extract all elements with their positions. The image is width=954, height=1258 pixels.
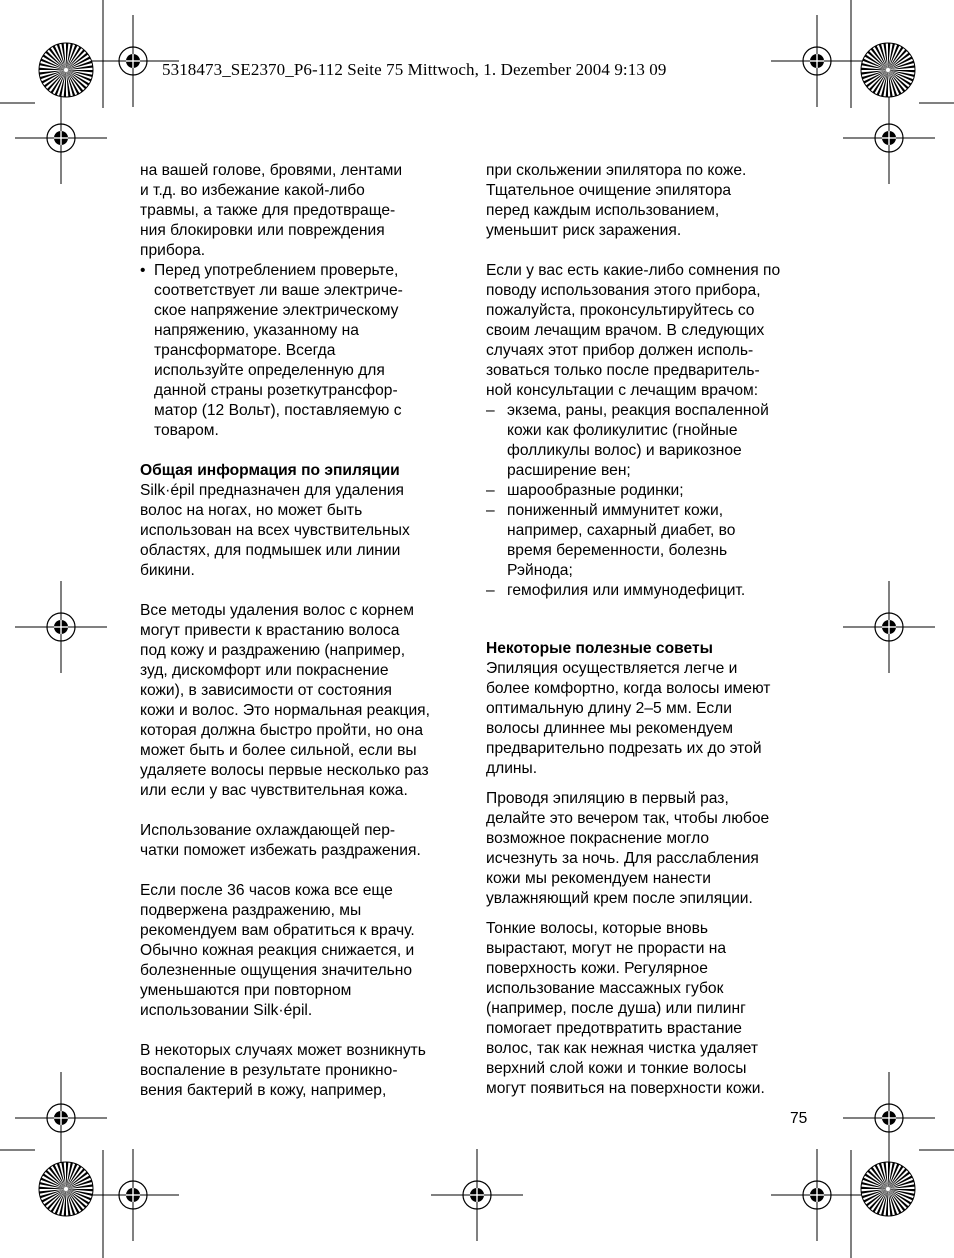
registration-cross-icon xyxy=(771,15,863,107)
paragraph: В некоторых случаях может возникнуть воспаление в результате проникно- вения бактерий в кожу, например, xyxy=(140,1042,426,1099)
right-column xyxy=(486,161,816,1099)
dash-icon: – xyxy=(486,502,495,519)
section-heading-useful-tips: Некоторые полезные советы xyxy=(486,640,713,657)
paragraph: Если после 36 часов кожа все еще подвержена раздражению, мы рекомендуем вам обратиться к врачу. Обычно кожная реакция снижается, и болезненные ощущения значительно уменьшаются при повторном использовании Silk·épil. xyxy=(140,882,415,1019)
page-number: 75 xyxy=(790,1110,808,1127)
dash-icon: – xyxy=(486,482,495,499)
paragraph: Использование охлаждающей пер- чатки поможет избежать раздражения. xyxy=(140,822,421,859)
paragraph: Проводя эпиляцию в первый раз, делайте это вечером так, чтобы любое возможное покраснение могло исчезнуть за ночь. Для расслабления кожи мы рекомендуем нанести увлажняющий крем после эпиляции. xyxy=(486,790,770,907)
print-slug-header: 5318473_SE2370_P6-112 Seite 75 Mittwoch, 1. Dezember 2004 9:13 09 xyxy=(162,60,667,79)
list-item: – экзема, раны, реакция воспаленной кожи как фоликулитис (гнойные фолликулы волос) и варикозное расширение вен; xyxy=(486,402,769,479)
paragraph: Тонкие волосы, которые вновь вырастают, могут не прорасти на поверхность кожи. Регулярное использование массажных губок (например, после душа) или пилинг помогает предотвратить врастание волос, так как нежная чистка удаляет верхний слой кожи и тонкие волосы могут появиться на поверхности кожи. xyxy=(486,920,765,1097)
registration-cross-icon xyxy=(87,1149,179,1241)
registration-cross-icon xyxy=(843,92,935,184)
starburst-target-icon xyxy=(39,43,93,97)
intro-paragraph: на вашей голове, бровями, лентами и т.д. во избежание какой-либо травмы, а также для предотвраще- ния блокировки или повреждения прибора. xyxy=(140,162,403,259)
list-item: – пониженный иммунитет кожи, например, сахарный диабет, во время беременности, болезнь Рэйнода; xyxy=(486,502,736,579)
starburst-target-icon xyxy=(39,1162,93,1216)
list-item: – шарообразные родинки; xyxy=(486,482,684,499)
registration-cross-icon xyxy=(431,1149,523,1241)
registration-cross-icon xyxy=(843,581,935,673)
starburst-target-icon xyxy=(861,43,915,97)
paragraph: Эпиляция осуществляется легче и более комфортно, когда волосы имеют оптимальную длину 2–5 мм. Если волосы длиннее мы рекомендуем предварительно подрезать их до этой длины. xyxy=(486,660,771,777)
dash-icon: – xyxy=(486,582,495,599)
bullet-icon: • xyxy=(140,262,146,279)
paragraph: при скольжении эпилятора по коже. Тщательное очищение эпилятора перед каждым использованием, уменьшит риск заражения. xyxy=(486,162,747,239)
starburst-target-icon xyxy=(861,1162,915,1216)
list-item: – гемофилия или иммунодефицит. xyxy=(486,582,746,599)
registration-cross-icon xyxy=(15,581,107,673)
left-column xyxy=(140,161,470,1101)
paragraph: Все методы удаления волос с корнем могут привести к врастанию волоса под кожу и раздражению (например, зуд, дискомфорт или покраснение кожи), в зависимости от состояния кожи и волос. Это нормальная реакция, которая должна быстро пройти, но она может быть и более сильной, если вы удаляете волосы первые несколько раз или если у вас чувствительная кожа. xyxy=(140,602,430,799)
dash-icon: – xyxy=(486,402,495,419)
registration-cross-icon xyxy=(771,1149,863,1241)
paragraph: Silk·épil предназначен для удаления волос на ногах, но может быть использован на всех чувствительных областях, для подмышек или линии бикини. xyxy=(140,482,410,579)
registration-cross-icon xyxy=(15,92,107,184)
section-heading-epilation-info: Общая информация по эпиляции xyxy=(140,462,400,479)
bullet-item: • Перед употреблением проверьте, соответствует ли ваше электриче- ское напряжение электрическому напряжению, указанному на трансформаторе. Всегда используйте определенную для данной страны розеткутрансфор- матор (12 Вольт), поставляемую с товаром. xyxy=(140,262,403,439)
paragraph: Если у вас есть какие-либо сомнения по поводу использования этого прибора, пожалуйста, проконсультируйтесь со своим лечащим врачом. В следующих случаях этот прибор должен исполь- зоваться только после предваритель- ной консультации с лечащим врачом: xyxy=(486,262,781,399)
